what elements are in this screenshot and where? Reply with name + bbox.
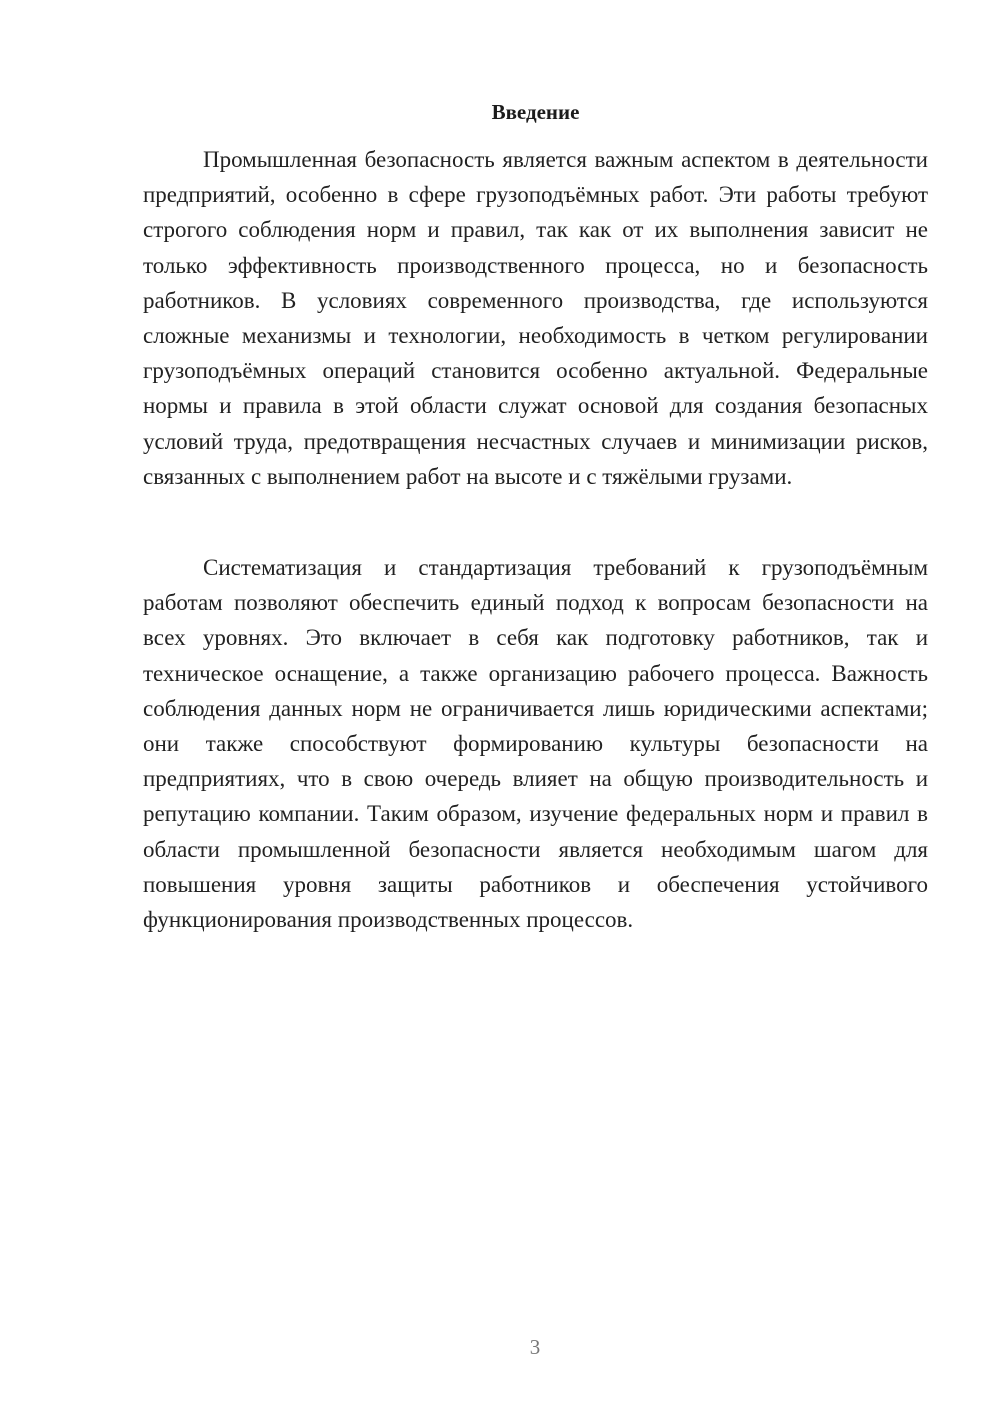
paragraph-intro-2: Систематизация и стандартизация требований к грузоподъёмным работам позволяют обеспечить единый подход к вопросам безопасности на всех уровнях. Это включает в себя как подготовку работников, так и техническое оснащение, а также организацию рабочего процесса. Важность соблюдения данных норм не ограничивается лишь юридическими аспектами; они также способствуют формированию культуры безопасности на предприятиях, что в свою очередь влияет на общую производительность и репутацию компании. Таким образом, изучение федеральных норм и правил в области промышленной безопасности является необходимым шагом для повышения уровня защиты работников и обеспечения устойчивого функционирования производственных процессов. <box>143 555 928 933</box>
section-heading: Введение <box>491 100 580 124</box>
page-number: 3 <box>529 1335 541 1359</box>
paragraph-intro-1: Промышленная безопасность является важным аспектом в деятельности предприятий, особенно в сфере грузоподъёмных работ. Эти работы требуют строгого соблюдения норм и правил, так как от их выполнения зависит не только эффективность производственного процесса, но и безопасность работников. В условиях современного производства, где используются сложные механизмы и технологии, необходимость в четком регулировании грузоподъёмных операций становится особенно актуальной. Федеральные нормы и правила в этой области служат основой для создания безопасных условий труда, предотвращения несчастных случаев и минимизации рисков, связанных с выполнением работ на высоте и с тяжёлыми грузами. <box>143 147 928 489</box>
